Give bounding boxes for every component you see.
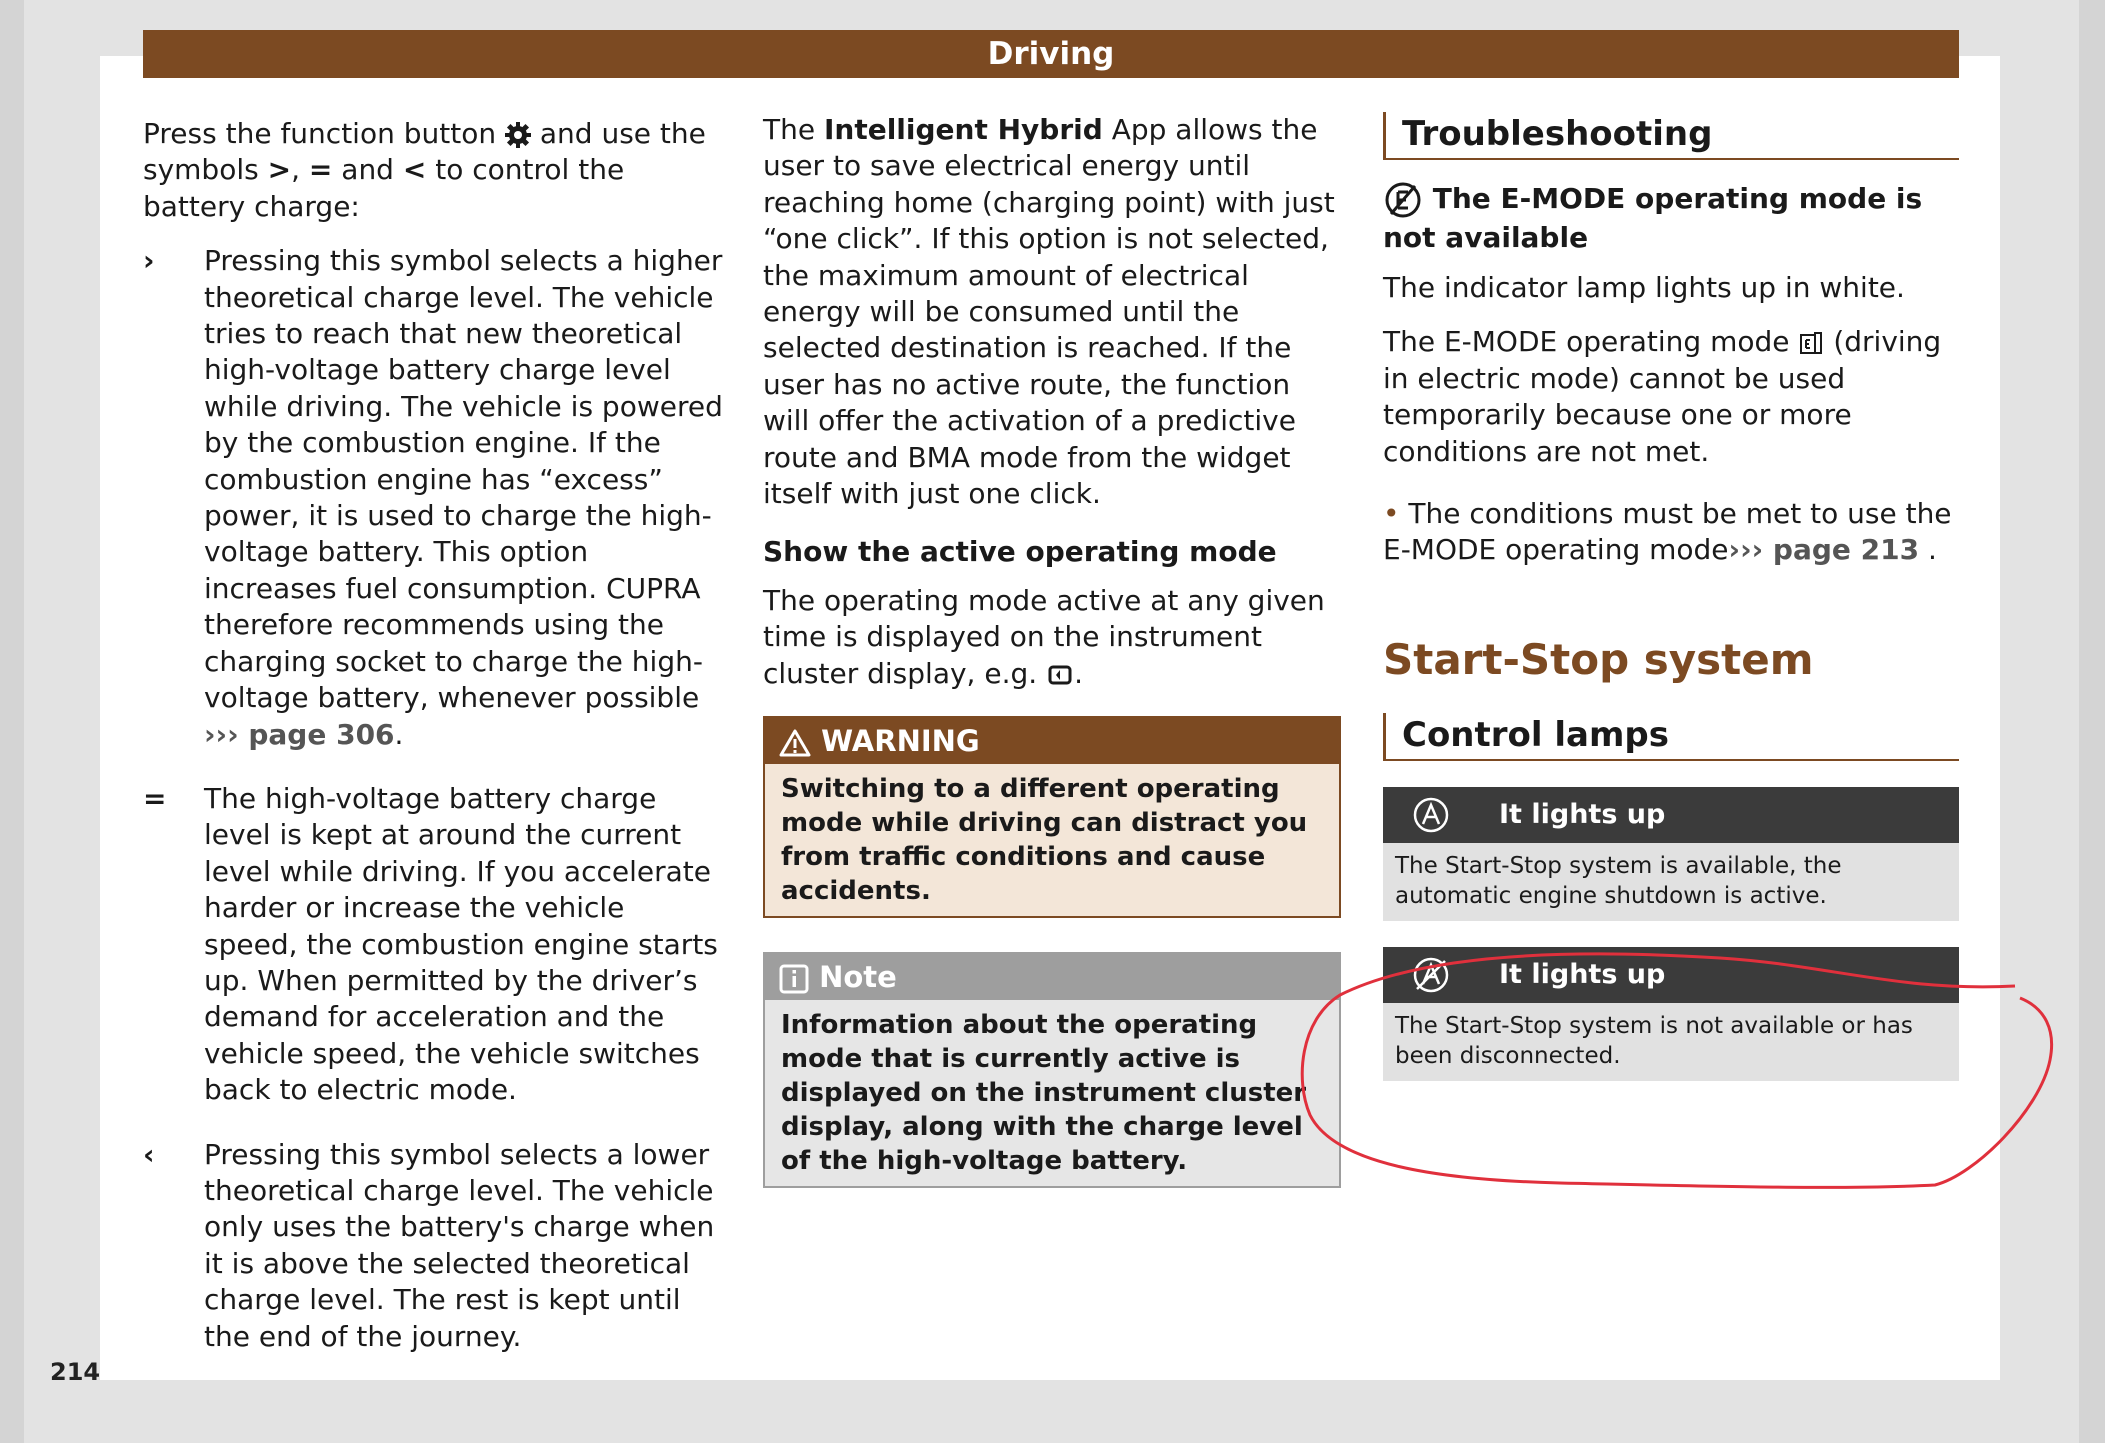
chevron-left-icon: < [402,153,427,187]
bullet-icon: • [1383,497,1400,531]
section-title-troubleshooting: Troubleshooting [1383,112,1959,160]
emode-heading-text: The E-MODE operating mode is not available [1383,182,1923,254]
start-stop-icon [1411,795,1451,835]
emode-text-a: The E-MODE operating mode [1383,325,1790,359]
equals-icon: = [308,153,333,187]
note-header [765,954,1339,1000]
list-item-after: . [394,717,404,751]
operating-mode-icon [1046,661,1074,689]
start-stop-title: Start-Stop system [1383,634,1814,684]
bullet-after: . [1927,533,1937,567]
note-box [763,952,1341,1188]
chevron-right-icon: > [267,153,292,187]
equals-icon: = [143,781,167,815]
warning-text: Switching to a different operating mode while driving can distract you from traffic conditions and cause accidents. [781,774,1308,907]
bullet-text: The conditions must be met to use the E-MODE operating mode [1383,497,1952,567]
intro-text-d: and [341,153,394,187]
list-item [143,243,723,753]
warning-box [763,716,1341,918]
operating-mode-paragraph [763,583,1341,692]
note-title: Note [819,960,897,995]
electric-mode-icon [1798,329,1824,357]
page-link[interactable]: ››› page 213 [1728,533,1920,567]
lamp-row-header [1383,787,1959,843]
chevron-right-icon: › [143,244,155,278]
lamp-label: It lights up [1499,958,1666,990]
lamp-description: The Start-Stop system is available, the automatic engine shutdown is active. [1383,843,1959,921]
conditions-bullet [1383,496,1959,569]
p1-text-c: App allows the user to save electrical energy until reaching home (charging point) with just “one click”. If this option is not selected, the maximum amount of electrical energy will be consumed until the selected destination is reached. If the user has no active route, the function will offer the activation of a predictive route and BMA mode from the widget itself with just one click. [763,113,1335,511]
intro-text-a: Press the function button [143,117,497,150]
lamp-label: It lights up [1499,798,1666,830]
symbol-list [143,243,723,1355]
p2-text: The operating mode active at any given time is displayed on the instrument cluster display, e.g. [763,583,1325,690]
emode-heading [1383,180,1959,256]
emode-paragraph [1383,324,1959,470]
p1-text-a: The [763,113,816,146]
info-icon [779,964,809,994]
list-item-text: The high-voltage battery charge level is kept at around the current level while driving. If you accelerate harder or increase the vehicle speed, the combustion engine starts up. When permitted by the driver’s demand for acceleration and the vehicle speed, the vehicle switches back to electric mode. [204,781,718,1107]
emode-unavailable-icon [1383,180,1423,220]
intro-text-e: to control the battery charge: [143,153,625,223]
section-title-control-lamps: Control lamps [1383,713,1959,761]
indicator-paragraph: The indicator lamp lights up in white. [1383,271,1905,304]
lamp-description: The Start-Stop system is not available or has been disconnected. [1383,1003,1959,1081]
list-item [143,781,723,1109]
chapter-header: Driving [143,30,1959,78]
list-item [143,1137,723,1355]
column-left [143,116,723,1383]
page-number: 214 [50,1358,101,1386]
list-item-text: Pressing this symbol selects a higher theoretical charge level. The vehicle tries to reach that new theoretical high-voltage battery charge level while driving. The vehicle is powered by the combustion engine. If the combustion engine has “excess” power, it is used to charge the high-voltage battery. This option increases fuel consumption. CUPRA therefore recommends using the charging socket to charge the high-voltage battery, whenever possible [204,244,723,715]
p2-end: . [1074,656,1083,690]
page-link[interactable]: ››› page 306 [204,717,395,751]
list-item-text: Pressing this symbol selects a lower theoretical charge level. The vehicle only uses the battery's charge when it is above the selected theoretical charge level. The rest is kept until the end of the journey. [204,1137,715,1353]
column-middle [763,112,1341,1188]
intro-paragraph [143,116,723,225]
warning-header [765,718,1339,764]
intro-text-b: and use the symbols [143,117,706,187]
warning-triangle-icon [779,728,811,758]
emode-text-b: (driving in electric mode) cannot be used temporarily because one or more conditions are not met. [1383,325,1942,468]
warning-title: WARNING [821,724,980,759]
chevron-left-icon: ‹ [143,1137,155,1171]
column-right [1383,112,1959,1107]
gear-icon [505,122,531,148]
intro-text-c: , [291,153,300,187]
hybrid-app-paragraph [763,112,1341,512]
start-stop-off-icon [1411,955,1451,995]
subheading: Show the active operating mode [763,535,1277,569]
lamp-row-header [1383,947,1959,1003]
app-name: Intelligent Hybrid [823,113,1103,146]
control-lamps-table [1383,787,1959,1081]
note-text: Information about the operating mode that is currently active is displayed on the instrument cluster display, along with the charge level of the high-voltage battery. [781,1010,1307,1177]
